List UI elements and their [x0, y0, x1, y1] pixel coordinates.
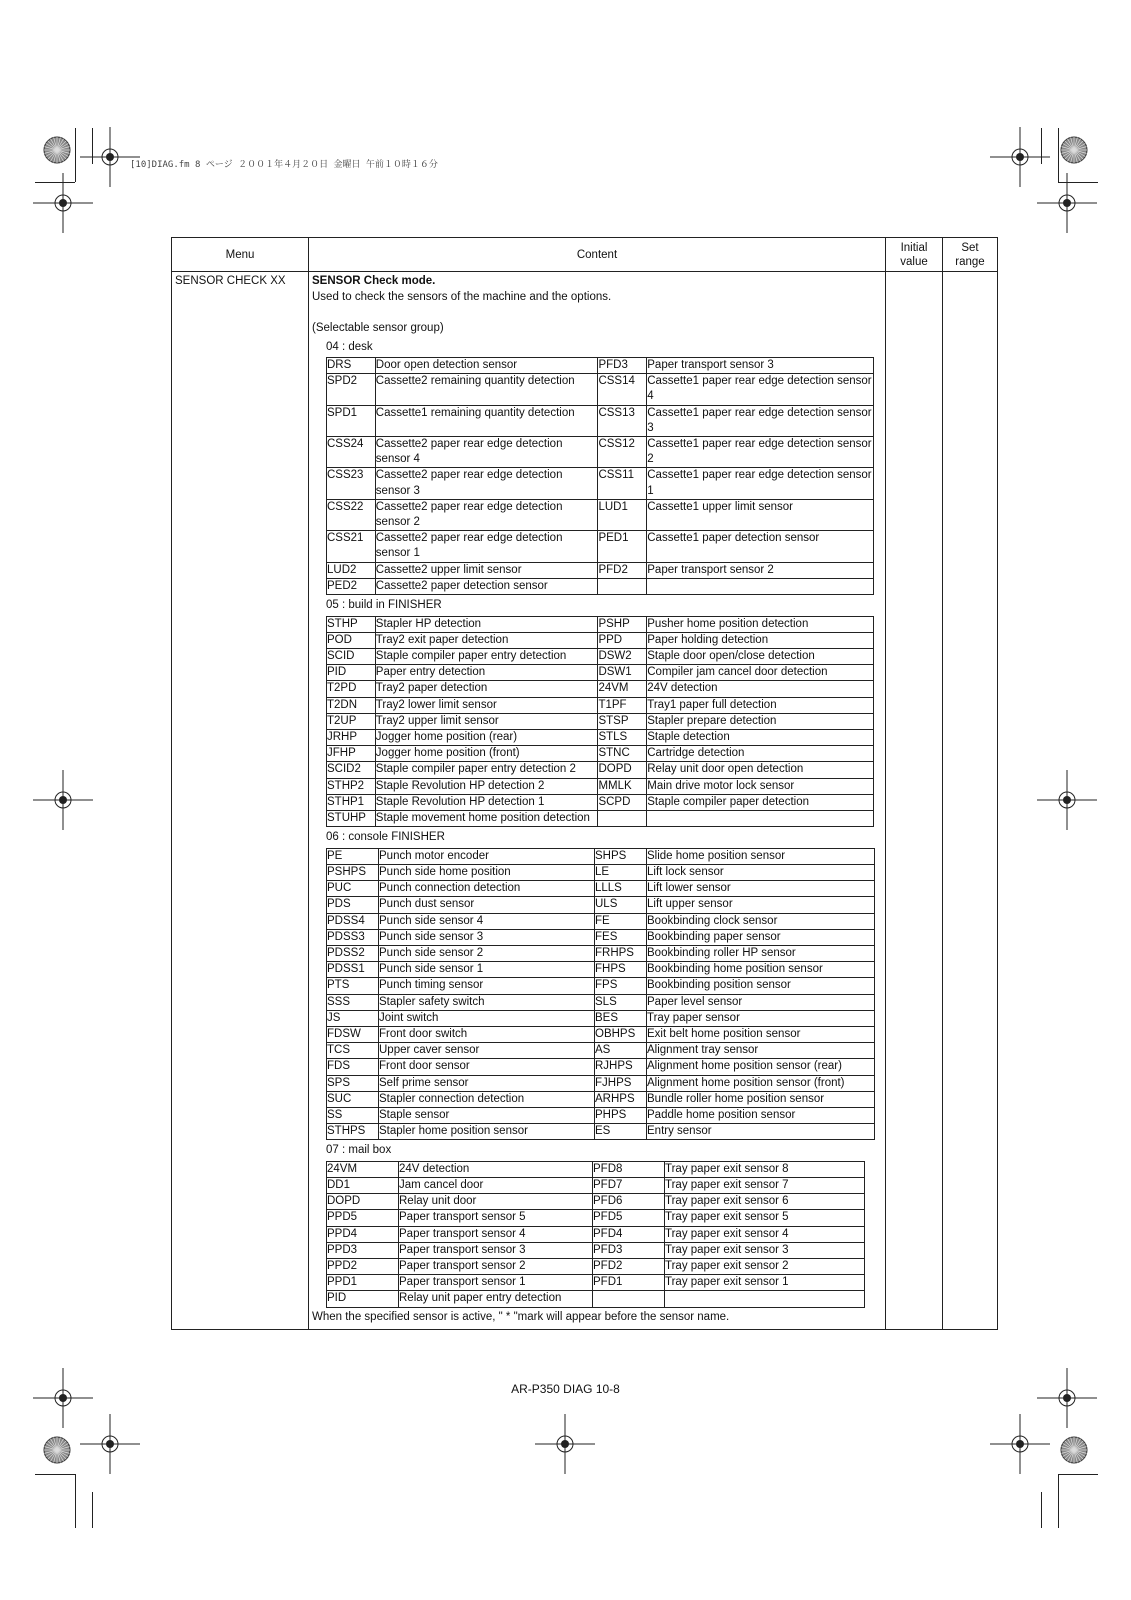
sensor-code: JFHP [327, 746, 376, 762]
sensor-code: TCS [327, 1043, 379, 1059]
sensor-code: PSHPS [327, 864, 379, 880]
sensor-code: FE [595, 913, 647, 929]
sensor-code: DSW1 [598, 665, 647, 681]
table-row [327, 978, 875, 994]
table-row [327, 729, 874, 745]
sensor-description: Bookbinding position sensor [647, 978, 875, 994]
file-header-line: [10]DIAG.fm 8 ページ ２００１年４月２０日 金曜日 午前１０時１６分 [130, 160, 438, 170]
set-range-cell [943, 272, 998, 1330]
sensor-description: Exit belt home position sensor [647, 1026, 875, 1042]
sensor-description: Staple compiler paper entry detection 2 [375, 762, 598, 778]
sensor-code: STHP1 [327, 794, 376, 810]
sensor-code: DRS [327, 358, 376, 374]
sensor-code: OBHPS [595, 1026, 647, 1042]
sensor-code: STNC [598, 746, 647, 762]
group-label: 06 : console FINISHER [326, 831, 445, 844]
sensor-groups [312, 340, 882, 1308]
table-row [327, 794, 874, 810]
sensor-description: Bookbinding home position sensor [647, 962, 875, 978]
sensor-description: Tray1 paper full detection [647, 697, 874, 713]
sensor-description: Jam cancel door [399, 1178, 593, 1194]
table-row [327, 762, 874, 778]
table-row [327, 499, 874, 530]
table-row [327, 1259, 865, 1275]
sensor-description: Jogger home position (rear) [375, 729, 598, 745]
table-row [327, 562, 874, 578]
sensor-description: Tray paper sensor [647, 1010, 875, 1026]
content-description: Used to check the sensors of the machine and the options. [312, 290, 612, 303]
table-row [327, 468, 874, 499]
sensor-description: Pusher home position detection [647, 616, 874, 632]
sensor-code: PSHP [598, 616, 647, 632]
sensor-description: Staple Revolution HP detection 2 [375, 778, 598, 794]
sensor-description: Relay unit paper entry detection [399, 1291, 593, 1307]
sensor-code: PID [327, 1291, 399, 1307]
registration-target-icon [33, 770, 93, 830]
sensor-code: CSS22 [327, 499, 376, 530]
table-row [327, 1275, 865, 1291]
sensor-description: Punch side sensor 1 [379, 962, 595, 978]
sensor-code: PFD3 [598, 358, 647, 374]
table-header-row [172, 238, 998, 272]
sensor-description: Cassette1 paper rear edge detection sensor 2 [647, 437, 874, 468]
table-row [327, 897, 875, 913]
color-bar-target-icon [1060, 1436, 1088, 1464]
sensor-code: STHP2 [327, 778, 376, 794]
sensor-description [665, 1291, 865, 1307]
sensor-code: PFD2 [593, 1259, 665, 1275]
table-row [327, 848, 875, 864]
sensor-description: Staple sensor [379, 1107, 595, 1123]
sensor-description: Cassette1 paper detection sensor [647, 531, 874, 562]
table-row [327, 531, 874, 562]
group-label: 05 : build in FINISHER [326, 599, 442, 612]
table-row [327, 1043, 875, 1059]
sensor-code: LUD2 [327, 562, 376, 578]
sensor-code: CSS21 [327, 531, 376, 562]
sensor-code: FDS [327, 1059, 379, 1075]
table-row [327, 810, 874, 826]
sensor-description: Relay unit door [399, 1194, 593, 1210]
sensor-description: Staple Revolution HP detection 1 [375, 794, 598, 810]
sensor-description: Front door switch [379, 1026, 595, 1042]
sensor-description: Tray paper exit sensor 2 [665, 1259, 865, 1275]
table-row [327, 1010, 875, 1026]
sensor-code: PPD4 [327, 1226, 399, 1242]
sensor-code: T2UP [327, 713, 376, 729]
sensor-code: PDSS3 [327, 929, 379, 945]
table-row [327, 1075, 875, 1091]
sensor-code: PE [327, 848, 379, 864]
sensor-description: Stapler safety switch [379, 994, 595, 1010]
sensor-code: FES [595, 929, 647, 945]
sensor-code: SCID2 [327, 762, 376, 778]
sensor-description: Relay unit door open detection [647, 762, 874, 778]
sensor-description: Stapler connection detection [379, 1091, 595, 1107]
sensor-code: FJHPS [595, 1075, 647, 1091]
sensor-description: Lift lower sensor [647, 881, 875, 897]
sensor-description: Tray paper exit sensor 7 [665, 1178, 865, 1194]
sensor-description [647, 578, 874, 594]
col-menu-header: Menu [172, 238, 309, 272]
sensor-code: FRHPS [595, 945, 647, 961]
sensor-description: Cassette2 paper rear edge detection sensor 3 [375, 468, 598, 499]
sensor-description: Staple detection [647, 729, 874, 745]
sensor-code: LE [595, 864, 647, 880]
sensor-code: SHPS [595, 848, 647, 864]
sensor-check-row [172, 272, 998, 1330]
diag-table [171, 237, 998, 1330]
sensor-description: Cassette2 paper rear edge detection sensor 1 [375, 531, 598, 562]
sensor-description: Paddle home position sensor [647, 1107, 875, 1123]
sensor-code: ULS [595, 897, 647, 913]
table-row [327, 632, 874, 648]
sensor-description: Tray2 exit paper detection [375, 632, 598, 648]
sensor-description: 24V detection [647, 681, 874, 697]
sensor-code: CSS12 [598, 437, 647, 468]
col-set-range-header: Set range [943, 238, 998, 272]
sensor-code: AS [595, 1043, 647, 1059]
table-row [327, 358, 874, 374]
sensor-description: Punch side sensor 2 [379, 945, 595, 961]
sensor-description: Cassette2 paper rear edge detection sensor 4 [375, 437, 598, 468]
table-row [327, 945, 875, 961]
sensor-table [326, 1161, 865, 1308]
sensor-code: PHPS [595, 1107, 647, 1123]
sensor-code: PED2 [327, 578, 376, 594]
sensor-code: ARHPS [595, 1091, 647, 1107]
sensor-description: Entry sensor [647, 1124, 875, 1140]
sensor-description: Slide home position sensor [647, 848, 875, 864]
sensor-code: SCID [327, 648, 376, 664]
sensor-code: PFD8 [593, 1161, 665, 1177]
sensor-description: Tray2 lower limit sensor [375, 697, 598, 713]
sensor-code: JS [327, 1010, 379, 1026]
registration-target-icon [80, 1414, 140, 1474]
sensor-code: PPD [598, 632, 647, 648]
sensor-description: Cassette2 upper limit sensor [375, 562, 598, 578]
sensor-code: PFD1 [593, 1275, 665, 1291]
sensor-code: STUHP [327, 810, 376, 826]
sensor-code: CSS14 [598, 374, 647, 405]
sensor-description: Cassette2 paper rear edge detection sensor 2 [375, 499, 598, 530]
sensor-code: PFD6 [593, 1194, 665, 1210]
table-row [327, 881, 875, 897]
sensor-description: Paper transport sensor 4 [399, 1226, 593, 1242]
table-row [327, 681, 874, 697]
sensor-description: Staple compiler paper detection [647, 794, 874, 810]
sensor-code: DOPD [598, 762, 647, 778]
sensor-code: PED1 [598, 531, 647, 562]
sensor-description: Paper transport sensor 2 [647, 562, 874, 578]
sensor-description: Staple movement home position detection [375, 810, 598, 826]
sensor-description: Punch side sensor 3 [379, 929, 595, 945]
sensor-description: Cassette1 paper rear edge detection sensor 1 [647, 468, 874, 499]
sensor-code: STSP [598, 713, 647, 729]
sensor-description: Cassette1 upper limit sensor [647, 499, 874, 530]
col-initial-value-header: Initial value [886, 238, 943, 272]
page-footer: AR-P350 DIAG 10-8 [511, 1382, 620, 1396]
sensor-code: PFD3 [593, 1242, 665, 1258]
sensor-code: PFD2 [598, 562, 647, 578]
sensor-description: Staple door open/close detection [647, 648, 874, 664]
table-row [327, 374, 874, 405]
sensor-description: Front door sensor [379, 1059, 595, 1075]
sensor-code: DOPD [327, 1194, 399, 1210]
sensor-description: Stapler home position sensor [379, 1124, 595, 1140]
table-row [327, 578, 874, 594]
sensor-description: Tray paper exit sensor 1 [665, 1275, 865, 1291]
sensor-code [598, 578, 647, 594]
sensor-description: Punch dust sensor [379, 897, 595, 913]
sensor-code: STHP [327, 616, 376, 632]
sensor-code: SPD2 [327, 374, 376, 405]
table-row [327, 665, 874, 681]
sensor-description: Paper level sensor [647, 994, 875, 1010]
sensor-description: Lift upper sensor [647, 897, 875, 913]
sensor-description: Stapler HP detection [375, 616, 598, 632]
sensor-code: SLS [595, 994, 647, 1010]
sensor-description: Tray paper exit sensor 6 [665, 1194, 865, 1210]
sensor-description: Paper entry detection [375, 665, 598, 681]
sensor-code: PDS [327, 897, 379, 913]
menu-item: SENSOR CHECK XX [172, 272, 309, 1330]
sensor-description: Paper transport sensor 5 [399, 1210, 593, 1226]
sensor-description: Punch timing sensor [379, 978, 595, 994]
sensor-description: Cassette1 paper rear edge detection sensor 4 [647, 374, 874, 405]
sensor-description [647, 810, 874, 826]
table-row [327, 437, 874, 468]
content-title: SENSOR Check mode. [312, 275, 436, 287]
registration-target-icon [33, 173, 93, 233]
sensor-code: CSS23 [327, 468, 376, 499]
table-row [327, 1091, 875, 1107]
table-row [327, 697, 874, 713]
sensor-description: Paper transport sensor 3 [647, 358, 874, 374]
sensor-description: Cassette1 paper rear edge detection sensor 3 [647, 405, 874, 436]
table-row [327, 1124, 875, 1140]
sensor-description: Alignment tray sensor [647, 1043, 875, 1059]
sensor-description: Jogger home position (front) [375, 746, 598, 762]
initial-value-cell [886, 272, 943, 1330]
sensor-code: FHPS [595, 962, 647, 978]
crop-mark-line [1058, 1474, 1098, 1475]
table-row [327, 864, 875, 880]
sensor-code: RJHPS [595, 1059, 647, 1075]
col-content-header: Content [309, 238, 886, 272]
sensor-code: PPD3 [327, 1242, 399, 1258]
table-row [327, 1194, 865, 1210]
table-row [327, 1242, 865, 1258]
group-label: 07 : mail box [326, 1144, 392, 1157]
group-heading: (Selectable sensor group) [312, 322, 444, 334]
sensor-code: PFD4 [593, 1226, 665, 1242]
table-row [327, 994, 875, 1010]
sensor-code: DD1 [327, 1178, 399, 1194]
sensor-description: Door open detection sensor [375, 358, 598, 374]
registration-target-icon [535, 1414, 595, 1474]
sensor-code: CSS11 [598, 468, 647, 499]
sensor-description: Cassette2 paper detection sensor [375, 578, 598, 594]
sensor-description: Tray paper exit sensor 8 [665, 1161, 865, 1177]
sensor-code [598, 810, 647, 826]
sensor-description: Alignment home position sensor (rear) [647, 1059, 875, 1075]
sensor-description: Bundle roller home position sensor [647, 1091, 875, 1107]
table-row [327, 1226, 865, 1242]
crop-mark-line [75, 1474, 76, 1528]
sensor-description: Punch side sensor 4 [379, 913, 595, 929]
sensor-code: 24VM [327, 1161, 399, 1177]
sensor-description: Joint switch [379, 1010, 595, 1026]
table-row [327, 913, 875, 929]
sensor-code: SS [327, 1107, 379, 1123]
sensor-code: SPD1 [327, 405, 376, 436]
sensor-description: Main drive motor lock sensor [647, 778, 874, 794]
sensor-description: Cartridge detection [647, 746, 874, 762]
table-row [327, 713, 874, 729]
sensor-code: T2DN [327, 697, 376, 713]
sensor-description: Self prime sensor [379, 1075, 595, 1091]
crop-mark-line [1041, 1492, 1042, 1528]
color-bar-target-icon [43, 136, 71, 164]
sensor-code: ES [595, 1124, 647, 1140]
sensor-code: PPD2 [327, 1259, 399, 1275]
sensor-code: JRHP [327, 729, 376, 745]
sensor-description: Bookbinding paper sensor [647, 929, 875, 945]
table-row [327, 648, 874, 664]
table-row [327, 1291, 865, 1307]
sensor-description: Stapler prepare detection [647, 713, 874, 729]
sensor-code: PDSS2 [327, 945, 379, 961]
sensor-code: FPS [595, 978, 647, 994]
sensor-code: POD [327, 632, 376, 648]
crop-mark-line [92, 1492, 93, 1528]
sensor-table [326, 357, 874, 595]
sensor-description: Lift lock sensor [647, 864, 875, 880]
table-row [327, 929, 875, 945]
table-row [327, 962, 875, 978]
sensor-description: Cassette1 remaining quantity detection [375, 405, 598, 436]
registration-target-icon [1037, 770, 1097, 830]
crop-mark-line [1058, 1474, 1059, 1528]
sensor-description: Alignment home position sensor (front) [647, 1075, 875, 1091]
sensor-code: STLS [598, 729, 647, 745]
sensor-code: PDSS1 [327, 962, 379, 978]
sensor-table [326, 616, 874, 828]
table-row [327, 746, 874, 762]
group-label: 04 : desk [326, 340, 373, 353]
sensor-code: DSW2 [598, 648, 647, 664]
sensor-description: Tray paper exit sensor 4 [665, 1226, 865, 1242]
sensor-code [593, 1291, 665, 1307]
sensor-code: LUD1 [598, 499, 647, 530]
sensor-description: Staple compiler paper entry detection [375, 648, 598, 664]
sensor-code: MMLK [598, 778, 647, 794]
content-cell [309, 272, 886, 1330]
crop-mark-line [35, 1474, 75, 1475]
sensor-code: PPD5 [327, 1210, 399, 1226]
table-row [327, 1026, 875, 1042]
sensor-code: BES [595, 1010, 647, 1026]
table-row [327, 1059, 875, 1075]
sensor-description: Punch motor encoder [379, 848, 595, 864]
table-row [327, 778, 874, 794]
sensor-description: Punch connection detection [379, 881, 595, 897]
sensor-code: SPS [327, 1075, 379, 1091]
sensor-description: Punch side home position [379, 864, 595, 880]
sensor-code: PPD1 [327, 1275, 399, 1291]
sensor-code: LLLS [595, 881, 647, 897]
registration-target-icon [1037, 173, 1097, 233]
sensor-description: Paper transport sensor 1 [399, 1275, 593, 1291]
table-row [327, 616, 874, 632]
sensor-description: Cassette2 remaining quantity detection [375, 374, 598, 405]
sensor-code: FDSW [327, 1026, 379, 1042]
sensor-code: SSS [327, 994, 379, 1010]
sensor-code: PDSS4 [327, 913, 379, 929]
sensor-description: 24V detection [399, 1161, 593, 1177]
table-row [327, 1107, 875, 1123]
sensor-table [326, 848, 875, 1141]
sensor-code: CSS13 [598, 405, 647, 436]
sensor-description: Tray2 paper detection [375, 681, 598, 697]
table-row [327, 405, 874, 436]
sensor-description: Bookbinding roller HP sensor [647, 945, 875, 961]
sensor-code: PFD5 [593, 1210, 665, 1226]
table-row [327, 1178, 865, 1194]
sensor-code: PTS [327, 978, 379, 994]
sensor-code: PUC [327, 881, 379, 897]
content-note: When the specified sensor is active, " * "mark will appear before the sensor name. [312, 1310, 730, 1323]
sensor-description: Paper transport sensor 3 [399, 1242, 593, 1258]
sensor-code: T2PD [327, 681, 376, 697]
color-bar-target-icon [43, 1436, 71, 1464]
sensor-description: Tray paper exit sensor 3 [665, 1242, 865, 1258]
sensor-code: STHPS [327, 1124, 379, 1140]
sensor-code: SUC [327, 1091, 379, 1107]
sensor-code: 24VM [598, 681, 647, 697]
sensor-description: Tray paper exit sensor 5 [665, 1210, 865, 1226]
sensor-code: PFD7 [593, 1178, 665, 1194]
sensor-description: Compiler jam cancel door detection [647, 665, 874, 681]
color-bar-target-icon [1060, 136, 1088, 164]
sensor-code: PID [327, 665, 376, 681]
table-row [327, 1161, 865, 1177]
table-row [327, 1210, 865, 1226]
sensor-code: CSS24 [327, 437, 376, 468]
registration-target-icon [990, 1414, 1050, 1474]
sensor-description: Paper holding detection [647, 632, 874, 648]
sensor-code: SCPD [598, 794, 647, 810]
sensor-description: Bookbinding clock sensor [647, 913, 875, 929]
sensor-description: Upper caver sensor [379, 1043, 595, 1059]
sensor-code: T1PF [598, 697, 647, 713]
sensor-description: Tray2 upper limit sensor [375, 713, 598, 729]
sensor-description: Paper transport sensor 2 [399, 1259, 593, 1275]
